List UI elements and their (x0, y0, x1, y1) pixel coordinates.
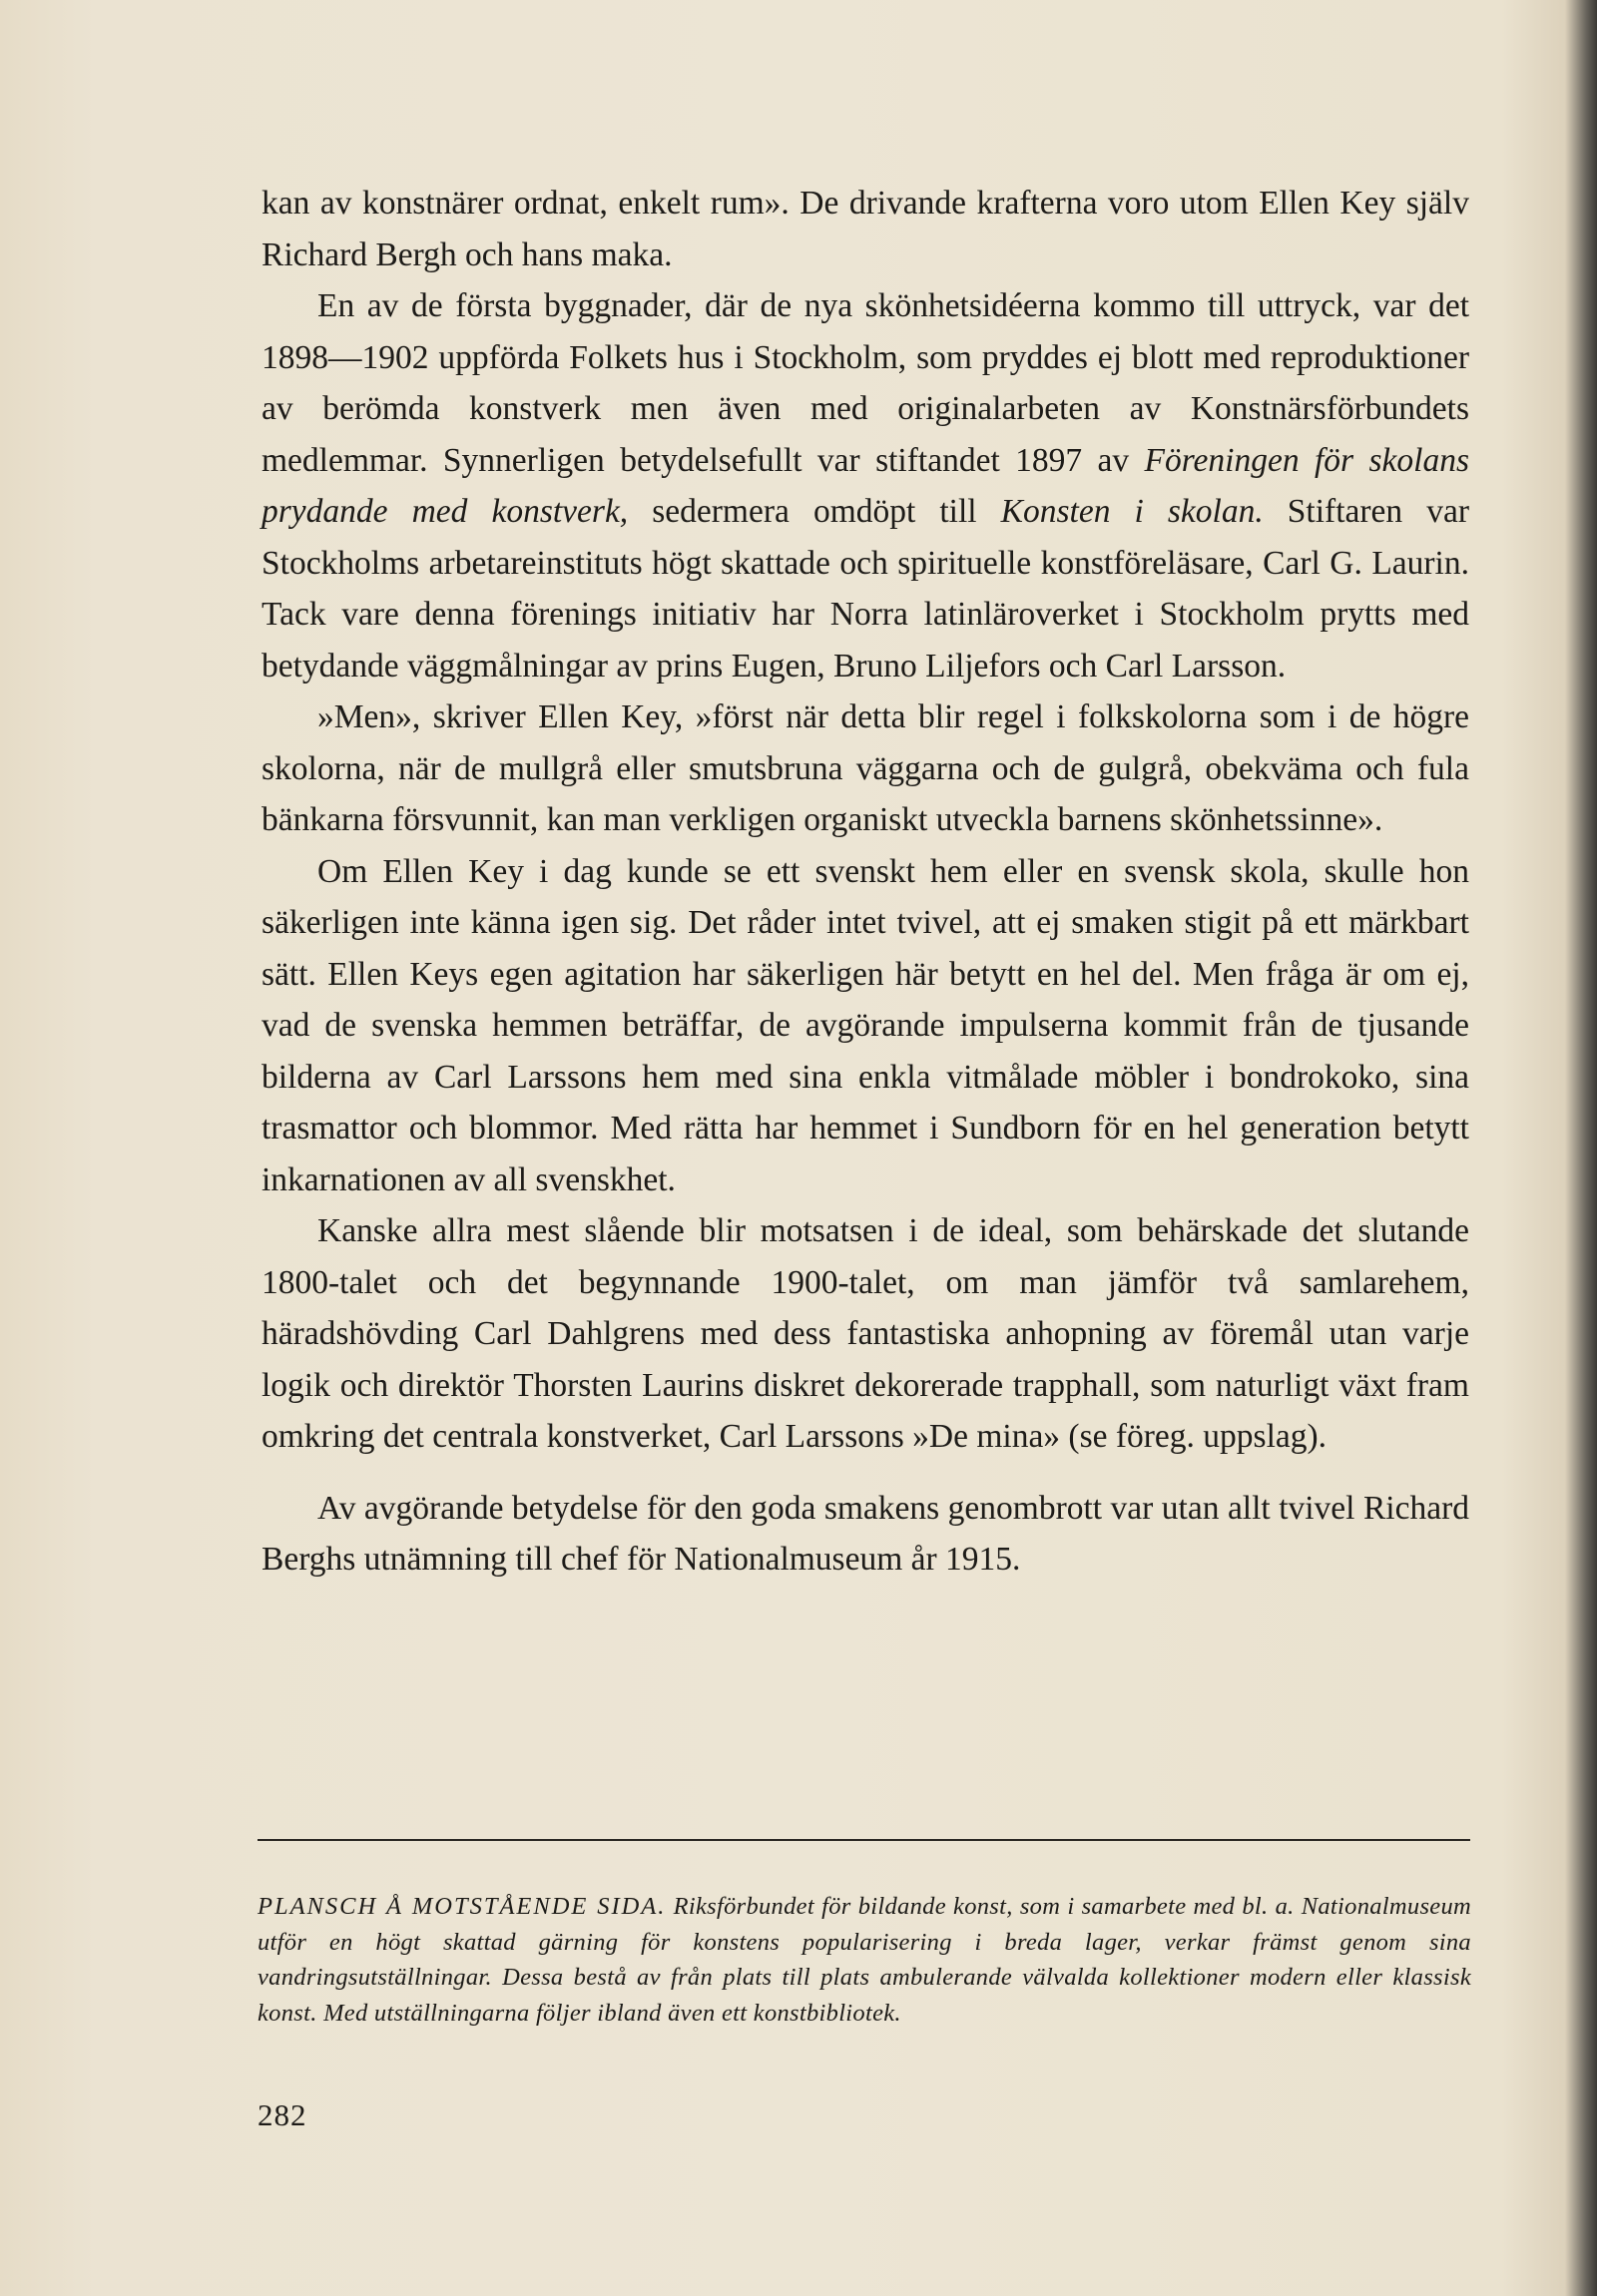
text-run: Stiftaren var Stockholms arbetareinstituts högt skattade och spirituelle konstföreläsare, Carl G. Laurin. Tack vare denna förenings initiativ har Norra latinläroverket i Stockholm prytts med betydande väggmålningar av prins Eugen, Bruno Liljefors och Carl Larsson. (262, 493, 1469, 685)
caption-divider (258, 1839, 1470, 1841)
italic-title: Föreningen för skolans prydande med konstverk, (262, 441, 1469, 530)
caption-text: Riksförbundet för bildande konst, som i samarbete med bl. a. Nationalmuseum utför en högt skattad gärning för konstens popularisering i breda lager, verkar främst genom sina vandringsutställningar. Dessa bestå av från plats till plats ambulerande välvalda kollektioner modern eller klassisk konst. Med utställningarna följer ibland även ett konstbibliotek. (258, 1893, 1471, 2027)
paragraph (262, 280, 1469, 691)
body-text (262, 178, 1469, 1586)
italic-title: Konsten i skolan. (1000, 493, 1264, 530)
paragraph: kan av konstnärer ordnat, enkelt rum». De drivande krafterna voro utom Ellen Key själv Richard Bergh och hans maka. (262, 185, 1469, 273)
text-run: En av de första byggnader, där de nya skönhetsidéerna kommo till uttryck, var det 1898—1902 uppförda Folkets hus i Stockholm, som pryddes ej blott med reproduktioner av berömda konstverk men även med originalarbeten av Konstnärsförbundets medlemmar. Synnerligen betydelsefullt var stiftandet 1897 av (262, 287, 1469, 479)
page-number: 282 (258, 2097, 307, 2132)
paragraph: Kanske allra mest slående blir motsatsen i de ideal, som behärskade det slutande 1800-talet och det begynnande 1900-talet, om man jämför två samlarehem, häradshövding Carl Dahlgrens med dess fantastiska anhopning av föremål utan varje logik och direktör Thorsten Laurins diskret dekorerade trapphall, som naturligt växt fram omkring det centrala konstverket, Carl Larssons »De mina» (se föreg. uppslag). (262, 1212, 1469, 1455)
plate-caption (258, 1889, 1471, 2031)
paragraph: Om Ellen Key i dag kunde se ett svenskt hem eller en svensk skola, skulle hon säkerligen inte känna igen sig. Det råder intet tvivel, att ej smaken stigit på ett märkbart sätt. Ellen Keys egen agitation har säkerligen här betytt en hel del. Men fråga är om ej, vad de svenska hemmen beträffar, de avgörande impulserna kommit från de tjusande bilderna av Carl Larssons hem med sina enkla vitmålade möbler i bondrokoko, sina trasmattor och blommor. Med rätta har hemmet i Sundborn för en hel generation betytt inkarnationen av all svenskhet. (262, 852, 1469, 1198)
paragraph: »Men», skriver Ellen Key, »först när detta blir regel i folkskolorna som i de högre skolorna, när de mullgrå eller smutsbruna väggarna och de gulgrå, obekväma och fula bänkarna försvunnit, kan man verkligen organiskt utveckla barnens skönhetssinne». (262, 698, 1469, 838)
caption-label: PLANSCH Å MOTSTÅENDE SIDA. (258, 1893, 667, 1920)
paragraph: Av avgörande betydelse för den goda smakens genombrott var utan allt tvivel Richard Berghs utnämning till chef för Nationalmuseum år 1915. (262, 1489, 1469, 1578)
text-run: sedermera omdöpt till (628, 493, 1001, 530)
